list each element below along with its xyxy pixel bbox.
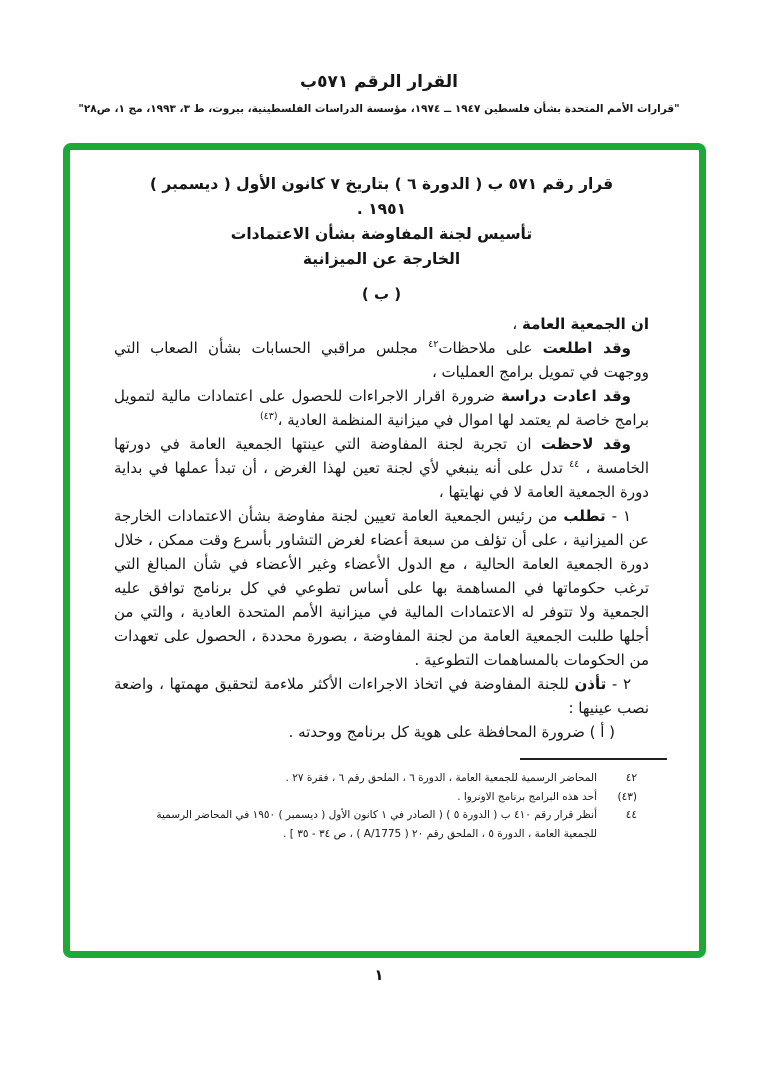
text-segment: من رئيس الجمعية العامة تعيين لجنة مفاوضة بشأن الاعتمادات الخارجة عن الميزانية ، على أن تؤلف من سبعة أعضاء لغرض التشاور بأسرع وقت ممكن ، خلال دورة الجمعية العامة الحالية ، مع الدول الأعضاء وغير الأعضاء في شأن المبالغ التي ترغب حكوماتها في المساهمة بها على أساس تطوعي في كل برنامج توافق عليه الجمعية ولا تتوفر له الاعتمادات المالية في ميزانية الأمم المتحدة العادية ، والتي من أجلها طلبت الجمعية العامة من لجنة المفاوضة ، بصورة محددة ، الحصول على تعهدات من الحكومات بالمساهمات التطوعية .	[114, 507, 649, 669]
footnote-text: أنظر قرار رقم ٤١٠ ب ( الدورة ٥ ) ( الصادر في ١ كانون الأول ( ديسمبر ) ١٩٥٠ في المحاضر الرسمية للجمعية العامة ، الدورة ٥ ، الملحق رقم ٢٠ ( A/1775 ) ، ص ٣٤ - ٣٥ ] .	[156, 809, 597, 840]
footnote-number: (٤٣)	[617, 790, 637, 803]
text-segment: ان تجربة لجنة المفاوضة التي عينتها الجمعية العامة في دورتها الخامسة ،	[114, 435, 649, 477]
text-segment: ( أ ) ضرورة المحافظة على هوية كل برنامج ووحدته .	[288, 723, 615, 741]
footnote-separator	[520, 758, 667, 760]
section-mark: ( ب )	[361, 285, 402, 303]
resolution-heading-line1: قرار رقم ٥٧١ ب ( الدورة ٦ ) بتاريخ ٧ كانون الأول ( ديسمبر )	[149, 175, 614, 193]
resolution-body	[114, 312, 649, 744]
body-paragraph	[114, 672, 649, 720]
resolution-frame	[63, 143, 706, 958]
document-title: القرار الرقم ٥٧١ب	[300, 72, 458, 92]
body-paragraph	[114, 384, 649, 432]
footnote-reference: ٤٢	[428, 339, 439, 350]
text-segment: ١ -	[605, 507, 631, 525]
text-segment: تدل على أنه ينبغي لأي لجنة تعين لهذا الغرض ، أن تبدأ عملها في بداية دورة الجمعية العامة لا في نهايتها ،	[114, 459, 649, 501]
footnote-reference: (٤٣)	[259, 411, 278, 422]
footnotes-section	[114, 758, 649, 843]
footnote	[114, 769, 637, 788]
resolution-heading	[114, 172, 649, 306]
body-paragraph	[114, 432, 649, 504]
text-segment: للجنة المفاوضة في اتخاذ الاجراءات الأكثر ملاءمة لتحقيق مهمتها ، واضعة نصب عينيها :	[114, 675, 649, 717]
resolution-heading-line2: ١٩٥١ .	[356, 200, 407, 218]
text-segment: ان الجمعية العامة	[522, 315, 649, 333]
text-segment: وقد اعادت دراسة	[500, 387, 631, 405]
text-segment: ٢ -	[606, 675, 631, 693]
footnote-number: ٤٢	[625, 772, 637, 784]
body-paragraph	[114, 336, 649, 384]
body-paragraph	[114, 720, 649, 744]
body-paragraph	[114, 504, 649, 672]
footnote	[114, 806, 637, 843]
footnote-reference: ٤٤	[569, 459, 580, 470]
body-paragraph	[114, 312, 649, 336]
text-segment: وقد لاحظت	[540, 435, 631, 453]
text-segment: ،	[512, 315, 523, 333]
text-segment: تطلب	[563, 507, 606, 525]
text-segment: وقد اطلعت	[542, 339, 631, 357]
footnote-text: المحاضر الرسمية للجمعية العامة ، الدورة ٦ ، الملحق رقم ٦ ، فقرة ٢٧ .	[285, 772, 597, 784]
text-segment: مجلس مراقبي الحسابات بشأن الصعاب التي ووجهت في تمويل برامج العمليات ،	[114, 339, 649, 381]
footnote-text: أحد هذه البرامج برنامج الاونروا .	[457, 790, 597, 803]
footnote	[114, 788, 637, 807]
resolution-content	[70, 150, 699, 951]
footnotes-list	[114, 769, 637, 843]
page-number: ١	[374, 966, 384, 984]
citation-line: "قرارات الأمم المتحدة بشأن فلسطين ١٩٤٧ ــ ١٩٧٤، مؤسسة الدراسات الفلسطينية، بيروت، ط ٣، ١٩٩٣، مج ١، ص٢٨"	[78, 103, 680, 115]
text-segment: على ملاحظات	[438, 339, 543, 357]
text-segment: تأذن	[574, 675, 607, 693]
resolution-subtitle-line2: الخارجة عن الميزانية	[302, 250, 461, 268]
text-segment: ضرورة اقرار الاجراءات للحصول على اعتمادات مالية لتمويل برامج خاصة لم يعتمد لها اموال في ميزانية المنظمة العادية ،	[114, 387, 649, 429]
footnote-number: ٤٤	[625, 809, 637, 821]
resolution-subtitle-line1: تأسيس لجنة المفاوضة بشأن الاعتمادات	[230, 225, 533, 243]
